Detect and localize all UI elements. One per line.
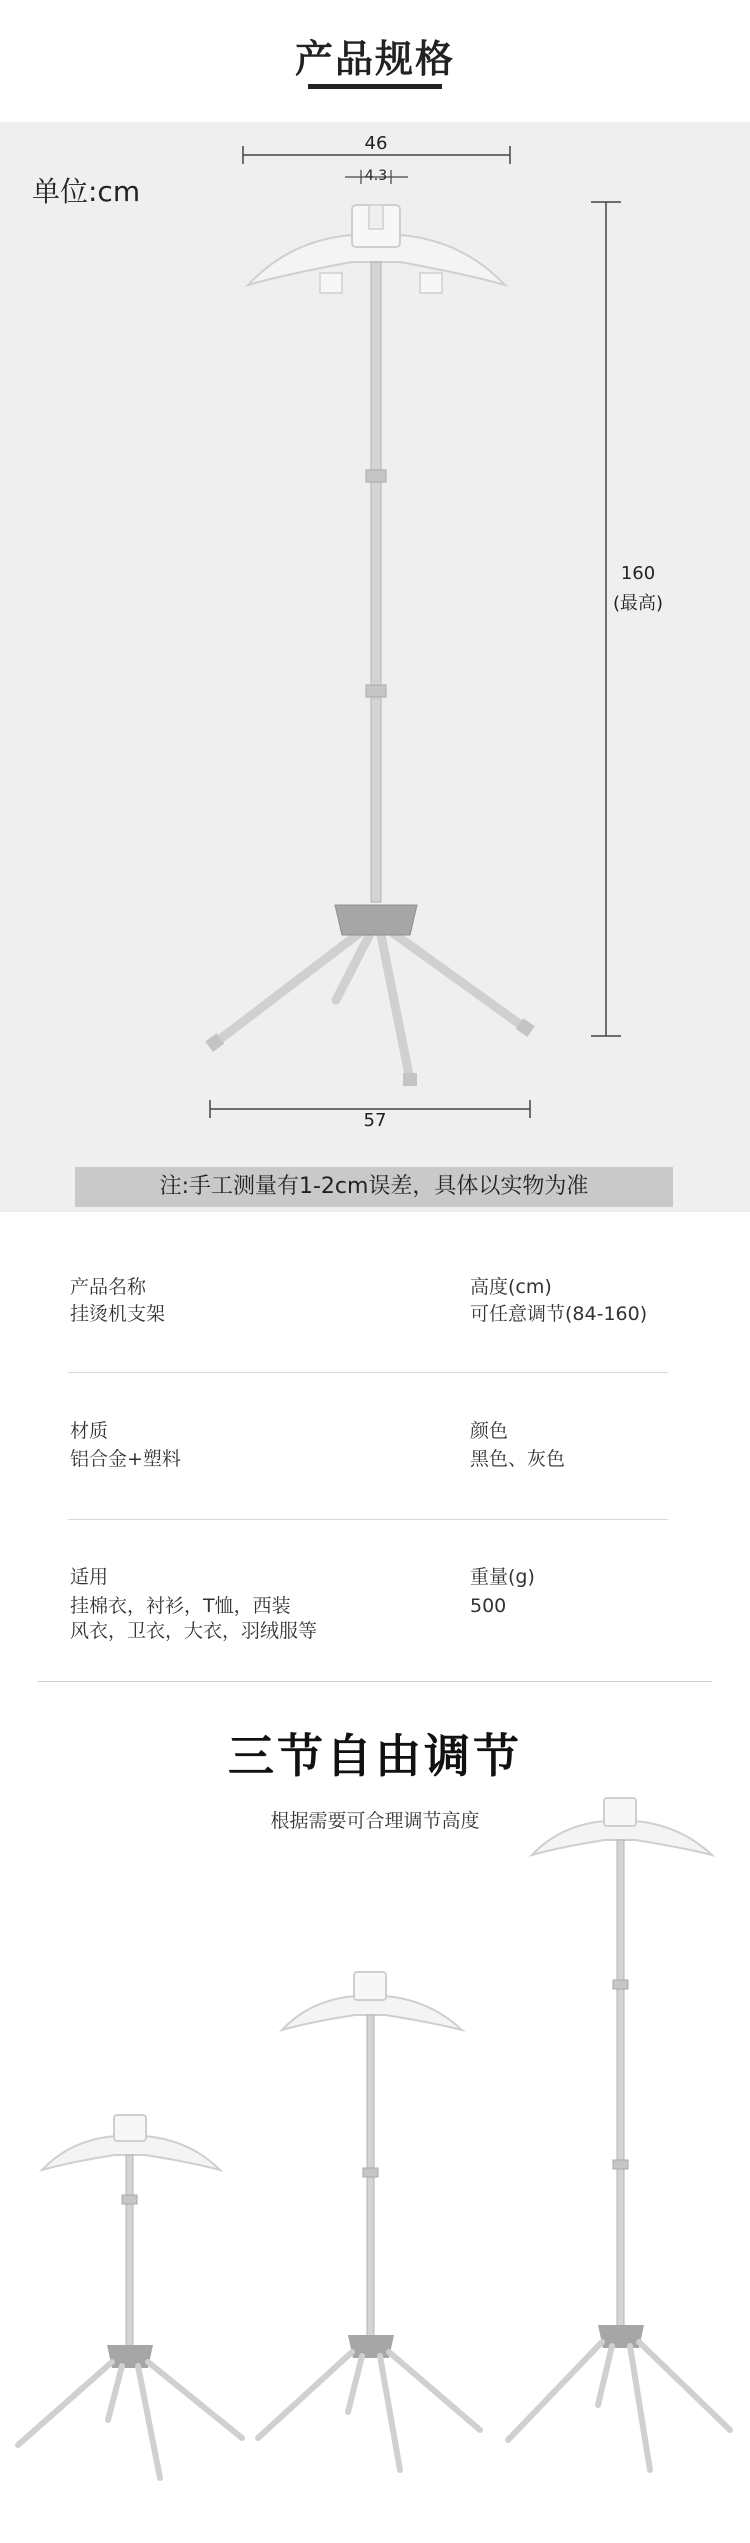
- width-label: 46: [364, 133, 388, 154]
- info-label-material: 材质: [70, 1420, 109, 1442]
- info-value-height: 可任意调节(84-160): [470, 1303, 648, 1325]
- page-title: 产品规格: [294, 37, 455, 81]
- hanger-stand-tall: [508, 1798, 730, 2470]
- info-value-material: 铝合金+塑料: [70, 1448, 181, 1470]
- info-label-name: 产品名称: [70, 1276, 147, 1298]
- info-value-usage-1: 挂棉衣，衬衫，T恤，西装: [70, 1595, 291, 1617]
- info-label-height: 高度(cm): [470, 1276, 552, 1298]
- hanger-stand-medium: [258, 1972, 480, 2470]
- info-label-weight: 重量(g): [470, 1566, 535, 1588]
- info-value-weight: 500: [470, 1595, 507, 1617]
- info-value-name: 挂烫机支架: [70, 1303, 166, 1325]
- info-label-usage: 适用: [70, 1566, 109, 1588]
- hanger-stand-short: [18, 2115, 242, 2478]
- info-value-color: 黑色、灰色: [470, 1448, 566, 1470]
- base-width-label: 57: [363, 1110, 387, 1131]
- height-max-label: (最高): [612, 593, 664, 614]
- height-label: 160: [620, 563, 656, 584]
- adjust-subtitle: 根据需要可合理调节高度: [270, 1810, 480, 1832]
- measurement-note: 注:手工测量有1-2cm误差，具体以实物为准: [75, 1167, 673, 1207]
- info-value-usage-2: 风衣，卫衣，大衣，羽绒服等: [70, 1620, 318, 1642]
- neck-width-label: 4.3: [364, 168, 388, 184]
- info-label-color: 颜色: [470, 1420, 509, 1442]
- unit-label: 单位:cm: [32, 175, 141, 208]
- adjust-title: 三节自由调节: [228, 1729, 522, 1783]
